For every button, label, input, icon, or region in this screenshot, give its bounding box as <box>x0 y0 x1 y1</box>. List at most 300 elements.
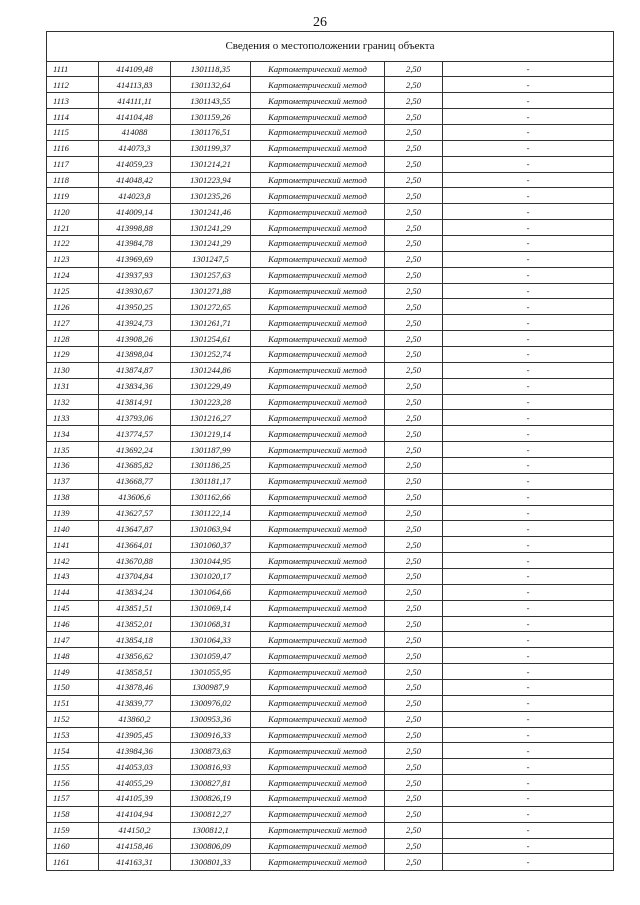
accuracy-cell: 2,50 <box>385 648 443 664</box>
accuracy-cell: 2,50 <box>385 442 443 458</box>
y-coordinate-cell: 1301241,46 <box>171 204 251 220</box>
point-number-cell: 1121 <box>47 220 99 236</box>
method-cell: Картометрический метод <box>251 172 385 188</box>
accuracy-cell: 2,50 <box>385 473 443 489</box>
y-coordinate-cell: 1301055,95 <box>171 664 251 680</box>
description-cell: - <box>443 759 614 775</box>
x-coordinate-cell: 413851,51 <box>99 600 171 616</box>
method-cell: Картометрический метод <box>251 473 385 489</box>
accuracy-cell: 2,50 <box>385 458 443 474</box>
x-coordinate-cell: 413924,73 <box>99 315 171 331</box>
point-number-cell: 1131 <box>47 378 99 394</box>
method-cell: Картометрический метод <box>251 648 385 664</box>
description-cell: - <box>443 632 614 648</box>
method-cell: Картометрический метод <box>251 854 385 871</box>
description-cell: - <box>443 442 614 458</box>
accuracy-cell: 2,50 <box>385 775 443 791</box>
table-row <box>47 537 614 553</box>
point-number-cell: 1125 <box>47 283 99 299</box>
point-number-cell: 1139 <box>47 505 99 521</box>
y-coordinate-cell: 1301159,26 <box>171 109 251 125</box>
y-coordinate-cell: 1301223,94 <box>171 172 251 188</box>
description-cell: - <box>443 838 614 854</box>
y-coordinate-cell: 1301186,25 <box>171 458 251 474</box>
table-row <box>47 632 614 648</box>
method-cell: Картометрический метод <box>251 711 385 727</box>
y-coordinate-cell: 1301162,66 <box>171 489 251 505</box>
description-cell: - <box>443 680 614 696</box>
x-coordinate-cell: 413834,24 <box>99 584 171 600</box>
x-coordinate-cell: 413664,01 <box>99 537 171 553</box>
x-coordinate-cell: 413839,77 <box>99 695 171 711</box>
accuracy-cell: 2,50 <box>385 140 443 156</box>
point-number-cell: 1142 <box>47 553 99 569</box>
x-coordinate-cell: 413930,67 <box>99 283 171 299</box>
accuracy-cell: 2,50 <box>385 743 443 759</box>
accuracy-cell: 2,50 <box>385 711 443 727</box>
accuracy-cell: 2,50 <box>385 632 443 648</box>
x-coordinate-cell: 413984,78 <box>99 235 171 251</box>
accuracy-cell: 2,50 <box>385 664 443 680</box>
accuracy-cell: 2,50 <box>385 251 443 267</box>
method-cell: Картометрический метод <box>251 775 385 791</box>
method-cell: Картометрический метод <box>251 109 385 125</box>
point-number-cell: 1130 <box>47 362 99 378</box>
accuracy-cell: 2,50 <box>385 188 443 204</box>
point-number-cell: 1149 <box>47 664 99 680</box>
description-cell: - <box>443 521 614 537</box>
y-coordinate-cell: 1300816,93 <box>171 759 251 775</box>
accuracy-cell: 2,50 <box>385 235 443 251</box>
y-coordinate-cell: 1300987,9 <box>171 680 251 696</box>
y-coordinate-cell: 1301187,99 <box>171 442 251 458</box>
method-cell: Картометрический метод <box>251 664 385 680</box>
table-row <box>47 759 614 775</box>
method-cell: Картометрический метод <box>251 61 385 77</box>
table-row <box>47 394 614 410</box>
x-coordinate-cell: 414163,31 <box>99 854 171 871</box>
y-coordinate-cell: 1301199,37 <box>171 140 251 156</box>
table-row <box>47 664 614 680</box>
table-caption-row <box>47 32 614 62</box>
x-coordinate-cell: 413950,25 <box>99 299 171 315</box>
description-cell: - <box>443 124 614 140</box>
accuracy-cell: 2,50 <box>385 569 443 585</box>
y-coordinate-cell: 1300806,09 <box>171 838 251 854</box>
point-number-cell: 1158 <box>47 806 99 822</box>
x-coordinate-cell: 413793,06 <box>99 410 171 426</box>
accuracy-cell: 2,50 <box>385 124 443 140</box>
table-row <box>47 251 614 267</box>
y-coordinate-cell: 1301118,35 <box>171 61 251 77</box>
accuracy-cell: 2,50 <box>385 426 443 442</box>
y-coordinate-cell: 1301044,95 <box>171 553 251 569</box>
method-cell: Картометрический метод <box>251 220 385 236</box>
point-number-cell: 1151 <box>47 695 99 711</box>
description-cell: - <box>443 362 614 378</box>
description-cell: - <box>443 204 614 220</box>
x-coordinate-cell: 413878,46 <box>99 680 171 696</box>
x-coordinate-cell: 413860,2 <box>99 711 171 727</box>
method-cell: Картометрический метод <box>251 299 385 315</box>
y-coordinate-cell: 1301216,27 <box>171 410 251 426</box>
description-cell: - <box>443 251 614 267</box>
method-cell: Картометрический метод <box>251 680 385 696</box>
point-number-cell: 1122 <box>47 235 99 251</box>
accuracy-cell: 2,50 <box>385 394 443 410</box>
point-number-cell: 1123 <box>47 251 99 267</box>
description-cell: - <box>443 267 614 283</box>
point-number-cell: 1157 <box>47 791 99 807</box>
accuracy-cell: 2,50 <box>385 727 443 743</box>
boundary-coordinates-table <box>46 31 614 871</box>
table-row <box>47 362 614 378</box>
point-number-cell: 1137 <box>47 473 99 489</box>
method-cell: Картометрический метод <box>251 235 385 251</box>
y-coordinate-cell: 1301132,64 <box>171 77 251 93</box>
point-number-cell: 1141 <box>47 537 99 553</box>
y-coordinate-cell: 1301223,28 <box>171 394 251 410</box>
accuracy-cell: 2,50 <box>385 505 443 521</box>
method-cell: Картометрический метод <box>251 521 385 537</box>
accuracy-cell: 2,50 <box>385 854 443 871</box>
point-number-cell: 1115 <box>47 124 99 140</box>
x-coordinate-cell: 414009,14 <box>99 204 171 220</box>
table-row <box>47 426 614 442</box>
method-cell: Картометрический метод <box>251 553 385 569</box>
description-cell: - <box>443 77 614 93</box>
accuracy-cell: 2,50 <box>385 315 443 331</box>
x-coordinate-cell: 413998,88 <box>99 220 171 236</box>
accuracy-cell: 2,50 <box>385 172 443 188</box>
method-cell: Картометрический метод <box>251 188 385 204</box>
x-coordinate-cell: 413704,84 <box>99 569 171 585</box>
description-cell: - <box>443 695 614 711</box>
description-cell: - <box>443 426 614 442</box>
point-number-cell: 1153 <box>47 727 99 743</box>
x-coordinate-cell: 413908,26 <box>99 331 171 347</box>
description-cell: - <box>443 505 614 521</box>
table-row <box>47 156 614 172</box>
x-coordinate-cell: 414023,8 <box>99 188 171 204</box>
accuracy-cell: 2,50 <box>385 616 443 632</box>
description-cell: - <box>443 109 614 125</box>
x-coordinate-cell: 414048,42 <box>99 172 171 188</box>
point-number-cell: 1128 <box>47 331 99 347</box>
accuracy-cell: 2,50 <box>385 156 443 172</box>
point-number-cell: 1126 <box>47 299 99 315</box>
method-cell: Картометрический метод <box>251 378 385 394</box>
description-cell: - <box>443 791 614 807</box>
point-number-cell: 1127 <box>47 315 99 331</box>
description-cell: - <box>443 188 614 204</box>
description-cell: - <box>443 172 614 188</box>
page-number: 26 <box>313 15 327 30</box>
point-number-cell: 1161 <box>47 854 99 871</box>
table-row <box>47 775 614 791</box>
description-cell: - <box>443 806 614 822</box>
accuracy-cell: 2,50 <box>385 77 443 93</box>
point-number-cell: 1132 <box>47 394 99 410</box>
point-number-cell: 1111 <box>47 61 99 77</box>
accuracy-cell: 2,50 <box>385 553 443 569</box>
y-coordinate-cell: 1301122,14 <box>171 505 251 521</box>
y-coordinate-cell: 1301229,49 <box>171 378 251 394</box>
description-cell: - <box>443 584 614 600</box>
x-coordinate-cell: 414111,11 <box>99 93 171 109</box>
point-number-cell: 1156 <box>47 775 99 791</box>
y-coordinate-cell: 1300827,81 <box>171 775 251 791</box>
description-cell: - <box>443 331 614 347</box>
x-coordinate-cell: 413856,62 <box>99 648 171 664</box>
method-cell: Картометрический метод <box>251 331 385 347</box>
y-coordinate-cell: 1301020,17 <box>171 569 251 585</box>
x-coordinate-cell: 414150,2 <box>99 822 171 838</box>
table-row <box>47 791 614 807</box>
table-row <box>47 93 614 109</box>
description-cell: - <box>443 616 614 632</box>
y-coordinate-cell: 1301176,51 <box>171 124 251 140</box>
table-row <box>47 346 614 362</box>
method-cell: Картометрический метод <box>251 584 385 600</box>
x-coordinate-cell: 413668,77 <box>99 473 171 489</box>
description-cell: - <box>443 61 614 77</box>
description-cell: - <box>443 648 614 664</box>
point-number-cell: 1160 <box>47 838 99 854</box>
table-row <box>47 458 614 474</box>
description-cell: - <box>443 473 614 489</box>
y-coordinate-cell: 1301064,33 <box>171 632 251 648</box>
point-number-cell: 1136 <box>47 458 99 474</box>
y-coordinate-cell: 1300916,33 <box>171 727 251 743</box>
point-number-cell: 1143 <box>47 569 99 585</box>
x-coordinate-cell: 413670,88 <box>99 553 171 569</box>
x-coordinate-cell: 414073,3 <box>99 140 171 156</box>
table-row <box>47 124 614 140</box>
description-cell: - <box>443 537 614 553</box>
y-coordinate-cell: 1301235,26 <box>171 188 251 204</box>
point-number-cell: 1154 <box>47 743 99 759</box>
y-coordinate-cell: 1300953,36 <box>171 711 251 727</box>
table-row <box>47 378 614 394</box>
x-coordinate-cell: 413647,87 <box>99 521 171 537</box>
table-row <box>47 569 614 585</box>
accuracy-cell: 2,50 <box>385 299 443 315</box>
x-coordinate-cell: 413692,24 <box>99 442 171 458</box>
y-coordinate-cell: 1301060,37 <box>171 537 251 553</box>
y-coordinate-cell: 1301063,94 <box>171 521 251 537</box>
method-cell: Картометрический метод <box>251 140 385 156</box>
y-coordinate-cell: 1301241,29 <box>171 235 251 251</box>
y-coordinate-cell: 1301181,17 <box>171 473 251 489</box>
table-row <box>47 77 614 93</box>
table-row <box>47 410 614 426</box>
x-coordinate-cell: 413854,18 <box>99 632 171 648</box>
method-cell: Картометрический метод <box>251 569 385 585</box>
accuracy-cell: 2,50 <box>385 521 443 537</box>
point-number-cell: 1144 <box>47 584 99 600</box>
y-coordinate-cell: 1301247,5 <box>171 251 251 267</box>
y-coordinate-cell: 1300812,27 <box>171 806 251 822</box>
method-cell: Картометрический метод <box>251 77 385 93</box>
method-cell: Картометрический метод <box>251 283 385 299</box>
method-cell: Картометрический метод <box>251 727 385 743</box>
description-cell: - <box>443 93 614 109</box>
point-number-cell: 1138 <box>47 489 99 505</box>
table-row <box>47 172 614 188</box>
table-row <box>47 204 614 220</box>
accuracy-cell: 2,50 <box>385 204 443 220</box>
accuracy-cell: 2,50 <box>385 537 443 553</box>
x-coordinate-cell: 413969,69 <box>99 251 171 267</box>
accuracy-cell: 2,50 <box>385 806 443 822</box>
y-coordinate-cell: 1301241,29 <box>171 220 251 236</box>
x-coordinate-cell: 413984,36 <box>99 743 171 759</box>
point-number-cell: 1148 <box>47 648 99 664</box>
point-number-cell: 1140 <box>47 521 99 537</box>
description-cell: - <box>443 775 614 791</box>
x-coordinate-cell: 413905,45 <box>99 727 171 743</box>
x-coordinate-cell: 414109,48 <box>99 61 171 77</box>
y-coordinate-cell: 1301272,65 <box>171 299 251 315</box>
table-row <box>47 521 614 537</box>
point-number-cell: 1112 <box>47 77 99 93</box>
accuracy-cell: 2,50 <box>385 346 443 362</box>
x-coordinate-cell: 413814,91 <box>99 394 171 410</box>
x-coordinate-cell: 414053,03 <box>99 759 171 775</box>
point-number-cell: 1133 <box>47 410 99 426</box>
description-cell: - <box>443 220 614 236</box>
x-coordinate-cell: 414113,83 <box>99 77 171 93</box>
point-number-cell: 1159 <box>47 822 99 838</box>
description-cell: - <box>443 299 614 315</box>
description-cell: - <box>443 394 614 410</box>
description-cell: - <box>443 410 614 426</box>
accuracy-cell: 2,50 <box>385 109 443 125</box>
description-cell: - <box>443 140 614 156</box>
point-number-cell: 1145 <box>47 600 99 616</box>
table-row <box>47 489 614 505</box>
y-coordinate-cell: 1301252,74 <box>171 346 251 362</box>
table-row <box>47 331 614 347</box>
y-coordinate-cell: 1301068,31 <box>171 616 251 632</box>
point-number-cell: 1129 <box>47 346 99 362</box>
accuracy-cell: 2,50 <box>385 331 443 347</box>
table-row <box>47 267 614 283</box>
table-row <box>47 838 614 854</box>
point-number-cell: 1146 <box>47 616 99 632</box>
description-cell: - <box>443 378 614 394</box>
y-coordinate-cell: 1300826,19 <box>171 791 251 807</box>
point-number-cell: 1147 <box>47 632 99 648</box>
y-coordinate-cell: 1300976,02 <box>171 695 251 711</box>
y-coordinate-cell: 1301214,21 <box>171 156 251 172</box>
point-number-cell: 1120 <box>47 204 99 220</box>
description-cell: - <box>443 489 614 505</box>
table-row <box>47 695 614 711</box>
method-cell: Картометрический метод <box>251 458 385 474</box>
accuracy-cell: 2,50 <box>385 93 443 109</box>
x-coordinate-cell: 413834,36 <box>99 378 171 394</box>
method-cell: Картометрический метод <box>251 743 385 759</box>
table-row <box>47 711 614 727</box>
x-coordinate-cell: 413774,57 <box>99 426 171 442</box>
y-coordinate-cell: 1301069,14 <box>171 600 251 616</box>
table-row <box>47 584 614 600</box>
table-row <box>47 505 614 521</box>
table-row <box>47 299 614 315</box>
y-coordinate-cell: 1301244,86 <box>171 362 251 378</box>
x-coordinate-cell: 413898,04 <box>99 346 171 362</box>
x-coordinate-cell: 414105,39 <box>99 791 171 807</box>
description-cell: - <box>443 458 614 474</box>
table-row <box>47 822 614 838</box>
accuracy-cell: 2,50 <box>385 822 443 838</box>
description-cell: - <box>443 727 614 743</box>
table-row <box>47 600 614 616</box>
table-title: Сведения о местоположении границ объекта <box>47 32 614 62</box>
table-row <box>47 616 614 632</box>
description-cell: - <box>443 600 614 616</box>
point-number-cell: 1118 <box>47 172 99 188</box>
accuracy-cell: 2,50 <box>385 378 443 394</box>
table-row <box>47 61 614 77</box>
accuracy-cell: 2,50 <box>385 759 443 775</box>
accuracy-cell: 2,50 <box>385 489 443 505</box>
table-row <box>47 315 614 331</box>
description-cell: - <box>443 346 614 362</box>
method-cell: Картометрический метод <box>251 362 385 378</box>
method-cell: Картометрический метод <box>251 537 385 553</box>
method-cell: Картометрический метод <box>251 791 385 807</box>
method-cell: Картометрический метод <box>251 806 385 822</box>
x-coordinate-cell: 413685,82 <box>99 458 171 474</box>
method-cell: Картометрический метод <box>251 315 385 331</box>
method-cell: Картометрический метод <box>251 822 385 838</box>
description-cell: - <box>443 156 614 172</box>
method-cell: Картометрический метод <box>251 204 385 220</box>
table-row <box>47 220 614 236</box>
y-coordinate-cell: 1301271,88 <box>171 283 251 299</box>
x-coordinate-cell: 414055,29 <box>99 775 171 791</box>
method-cell: Картометрический метод <box>251 156 385 172</box>
y-coordinate-cell: 1301261,71 <box>171 315 251 331</box>
x-coordinate-cell: 414059,23 <box>99 156 171 172</box>
x-coordinate-cell: 413874,87 <box>99 362 171 378</box>
table-row <box>47 109 614 125</box>
y-coordinate-cell: 1301143,55 <box>171 93 251 109</box>
accuracy-cell: 2,50 <box>385 584 443 600</box>
x-coordinate-cell: 413627,57 <box>99 505 171 521</box>
description-cell: - <box>443 711 614 727</box>
description-cell: - <box>443 553 614 569</box>
table-row <box>47 680 614 696</box>
accuracy-cell: 2,50 <box>385 838 443 854</box>
y-coordinate-cell: 1301059,47 <box>171 648 251 664</box>
accuracy-cell: 2,50 <box>385 283 443 299</box>
table-row <box>47 648 614 664</box>
method-cell: Картометрический метод <box>251 616 385 632</box>
accuracy-cell: 2,50 <box>385 61 443 77</box>
method-cell: Картометрический метод <box>251 632 385 648</box>
method-cell: Картометрический метод <box>251 267 385 283</box>
description-cell: - <box>443 822 614 838</box>
x-coordinate-cell: 413937,93 <box>99 267 171 283</box>
x-coordinate-cell: 414104,94 <box>99 806 171 822</box>
point-number-cell: 1152 <box>47 711 99 727</box>
method-cell: Картометрический метод <box>251 505 385 521</box>
y-coordinate-cell: 1300812,1 <box>171 822 251 838</box>
